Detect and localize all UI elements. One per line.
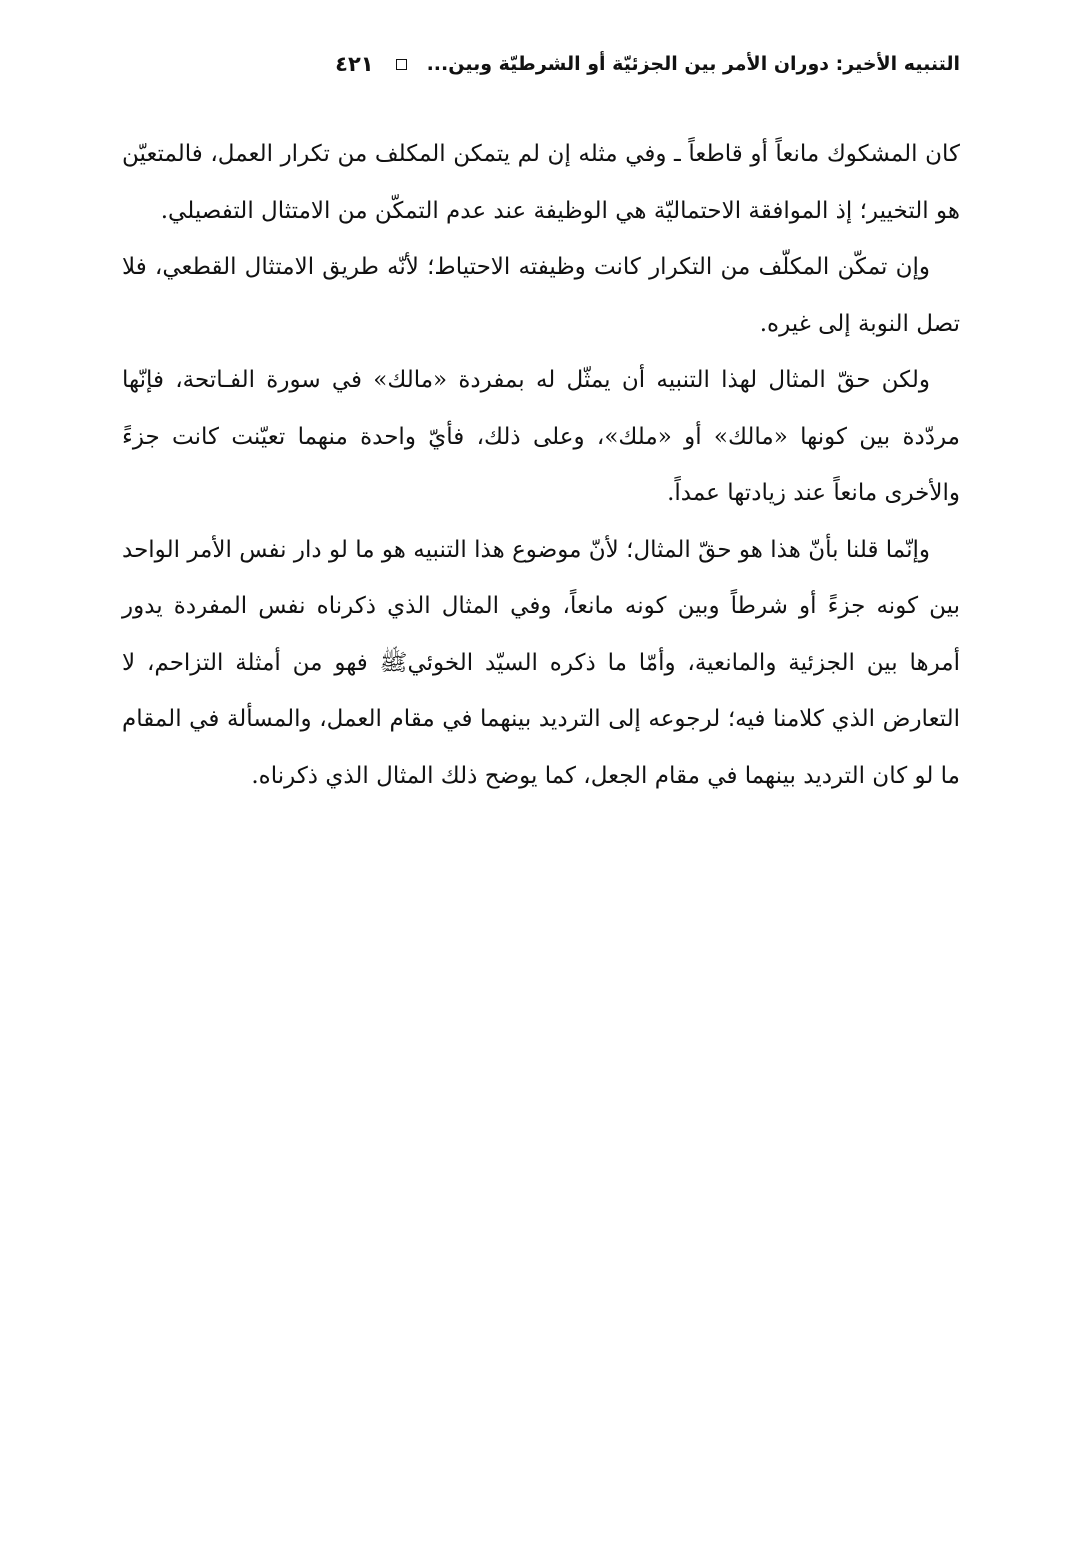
page-number: ٤٢١: [335, 52, 374, 76]
paragraph: وإنّما قلنا بأنّ هذا هو حقّ المثال؛ لأنّ موضوع هذا التنبيه هو ما لو دار نفس الأمر الواحد بين كونه جزءً أو شرطاً وبين كونه مانعاً، وفي المثال الذي ذكرناه نفس المفردة يدور أمرها بين الجزئية والمانعية، وأمّا ما ذكره السيّد الخوئي‌ﷺ فهو من أمثلة التزاحم، لا التعارض الذي كلامنا فيه؛ لرجوعه إلى الترديد بينهما في مقام العمل، والمسألة في المقام ما لو كان الترديد بينهما في مقام الجعل، كما يوضح ذلك المثال الذي ذكرناه.: [122, 536, 960, 789]
body-text: [122, 126, 960, 804]
square-separator-icon: [396, 59, 407, 70]
running-header: [122, 44, 960, 84]
paragraph: ولكن حقّ المثال لهذا التنبيه أن يمثّل له بمفردة «مالك» في سورة الفـاتحة، فإنّها مردّدة بين كونها «مالك» أو «ملك»، وعلى ذلك، فأيّ واحدة منهما تعيّنت كانت جزءً والأخرى مانعاً عند زيادتها عمداً.: [122, 367, 960, 506]
paragraph-continued: كان المشكوك مانعاً أو قاطعاً ـ وفي مثله إن لم يتمكن المكلف من تكرار العمل، فالمتعيّن هو التخيير؛ إذ الموافقة الاحتماليّة هي الوظيفة عند عدم التمكّن من الامتثال التفصيلي.: [122, 141, 960, 224]
paragraph: وإن تمكّن المكلّف من التكرار كانت وظيفته الاحتياط؛ لأنّه طريق الامتثال القطعي، فلا تصل النوبة إلى غيره.: [122, 254, 960, 337]
running-header-title: التنبيه الأخير: دوران الأمر بين الجزئيّة أو الشرطيّة وبين...: [426, 53, 960, 75]
